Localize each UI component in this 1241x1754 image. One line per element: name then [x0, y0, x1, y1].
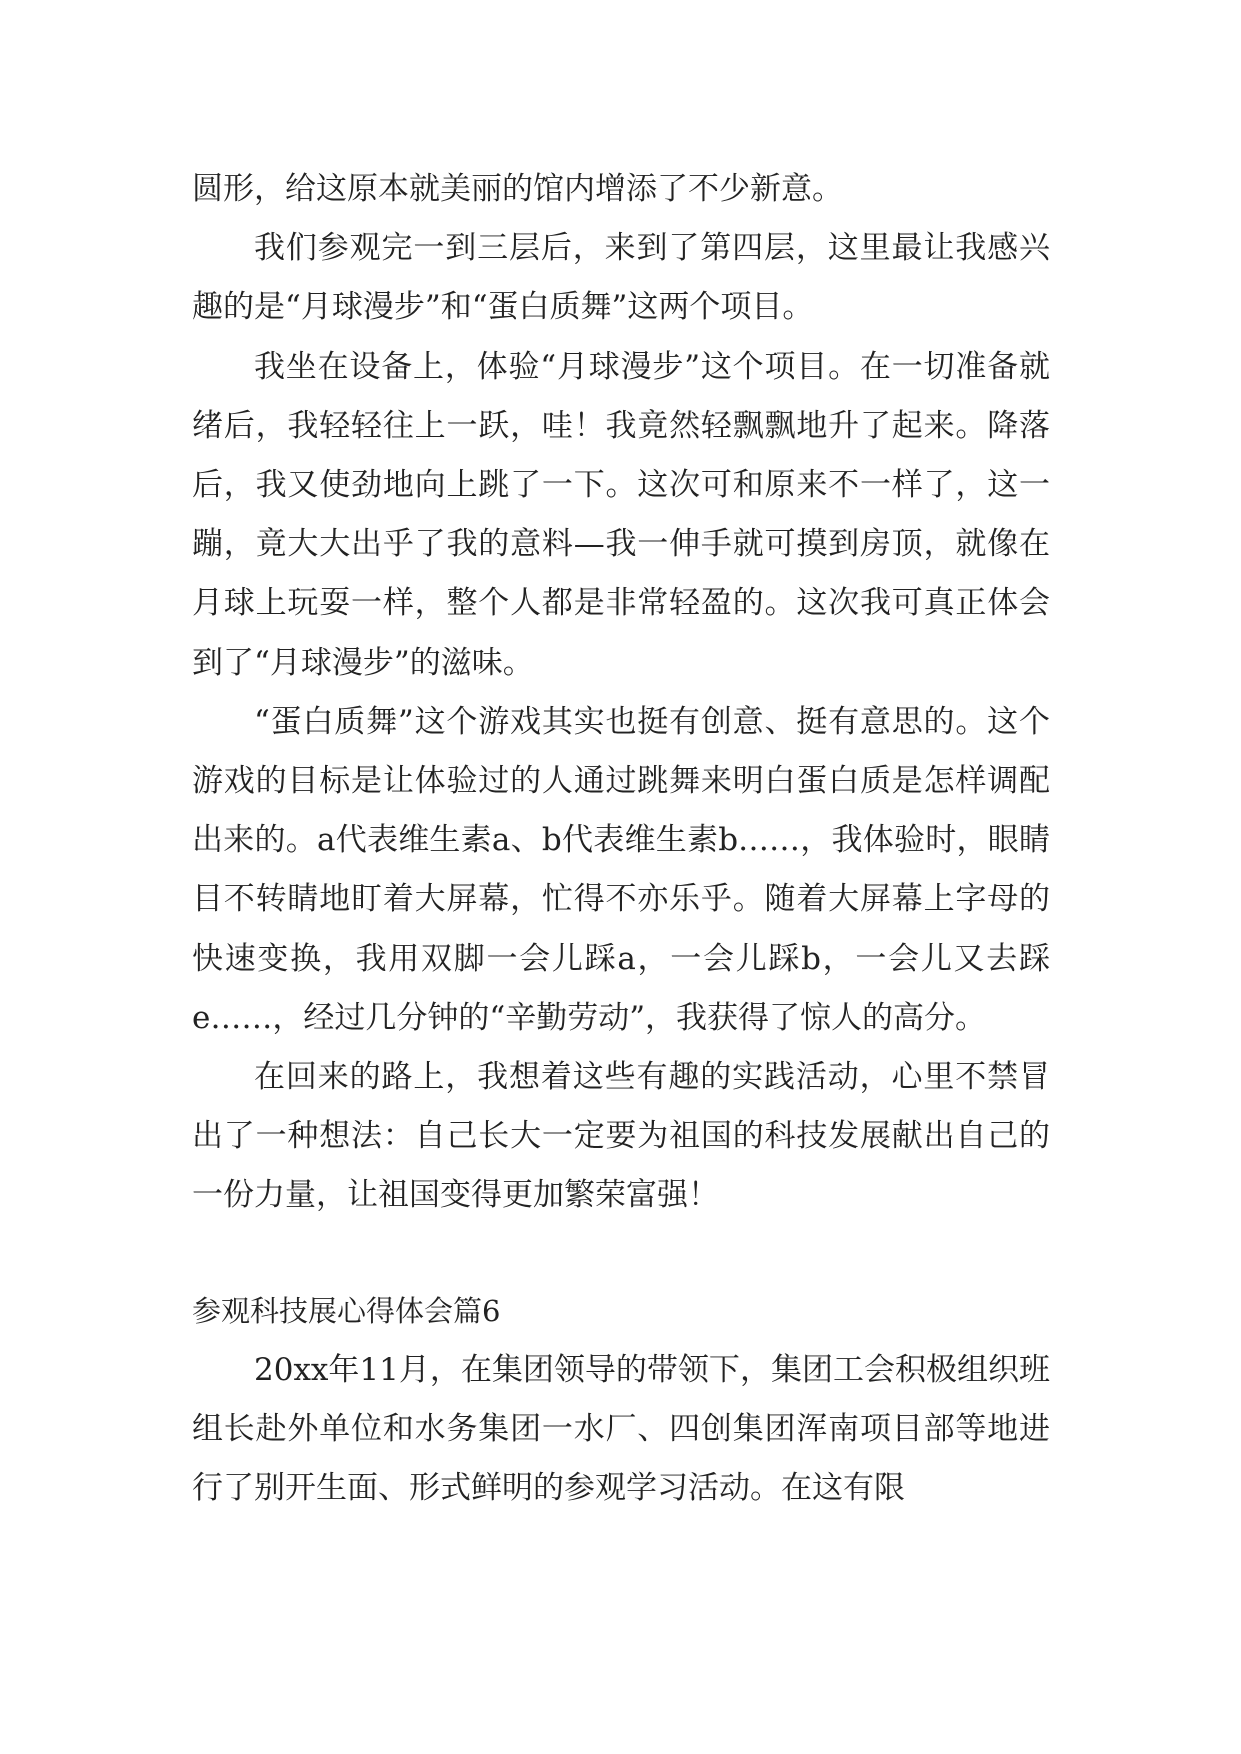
document-body: [192, 160, 1050, 1518]
section-heading: 参观科技展心得体会篇6: [192, 1293, 501, 1328]
paragraph-protein-dance: “蛋白质舞”这个游戏其实也挺有创意、挺有意思的。这个游戏的目标是让体验过的人通过跳舞来明白蛋白质是怎样调配出来的。a代表维生素a、b代表维生素b……，我体验时，眼睛目不转睛地盯着大屏幕，忙得不亦乐乎。随着大屏幕上字母的快速变换，我用双脚一会儿踩a，一会儿踩b，一会儿又去踩e……，经过几分钟的“辛勤劳动”，我获得了惊人的高分。: [192, 703, 1050, 1036]
paragraph-continuation: [192, 160, 1050, 219]
paragraph-moonwalk: 我坐在设备上，体验“月球漫步”这个项目。在一切准备就绪后，我轻轻往上一跃，哇！我竟然轻飘飘地升了起来。降落后，我又使劲地向上跳了一下。这次可和原来不一样了，这一蹦，竟大大出乎了我的意料—我一伸手就可摸到房顶，就像在月球上玩耍一样，整个人都是非常轻盈的。这次我可真正体会到了“月球漫步”的滋味。: [192, 348, 1050, 681]
paragraph-text: 圆形，给这原本就美丽的馆内增添了不少新意。: [192, 171, 843, 207]
paragraph-conclusion: 在回来的路上，我想着这些有趣的实践活动，心里不禁冒出了一种想法：自己长大一定要为祖国的科技发展献出自己的一份力量，让祖国变得更加繁荣富强！: [192, 1059, 1050, 1214]
paragraph-fourth-floor: 我们参观完一到三层后，来到了第四层，这里最让我感兴趣的是“月球漫步”和“蛋白质舞”这两个项目。: [192, 230, 1050, 326]
paragraph-2nd-article: 20xx年11月，在集团领导的带领下，集团工会积极组织班组长赴外单位和水务集团一水厂、四创集团浑南项目部等地进行了别开生面、形式鲜明的参观学习活动。在这有限: [192, 1351, 1050, 1507]
